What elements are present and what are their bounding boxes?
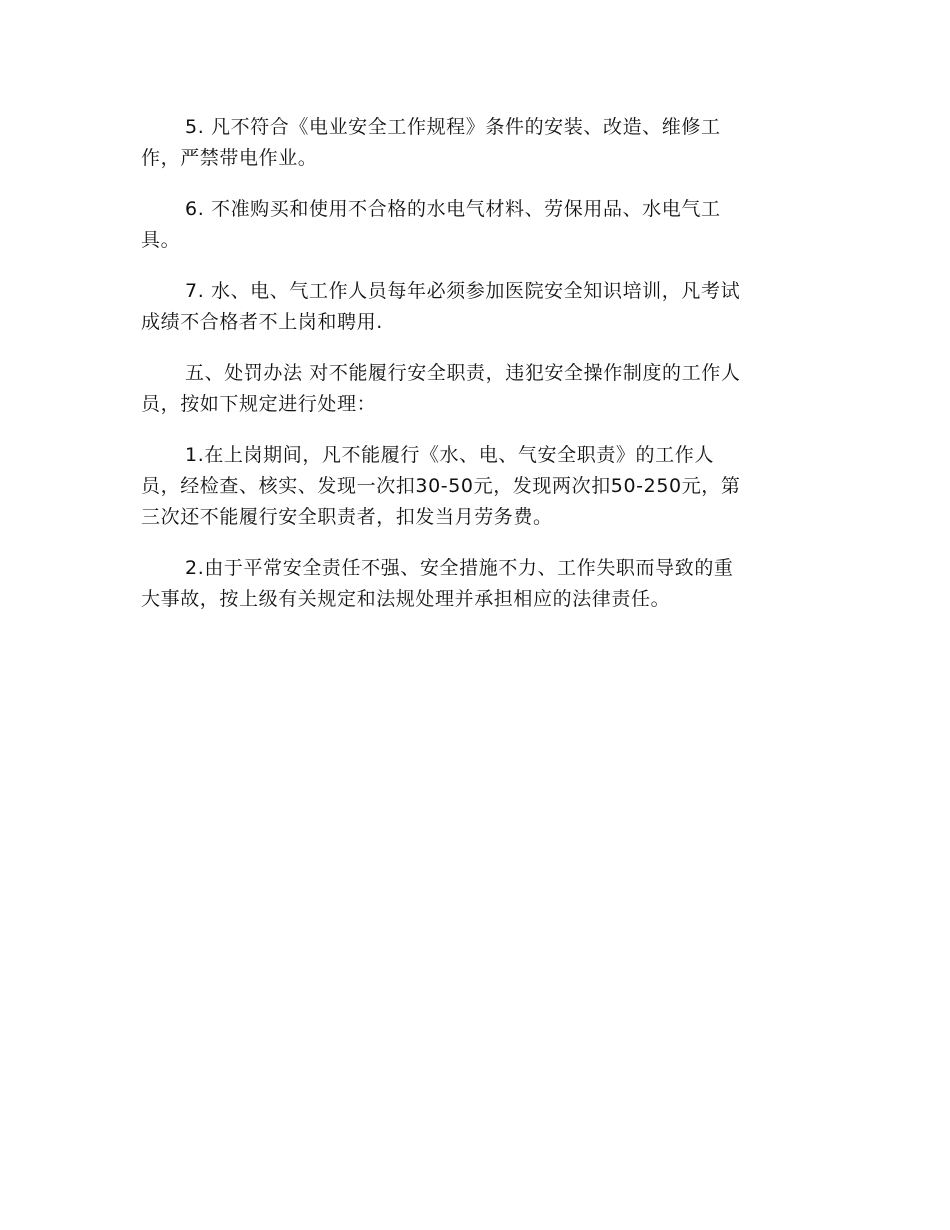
paragraph-line: 1.在上岗期间，凡不能履行《水、电、气安全职责》的工作人	[185, 444, 714, 466]
paragraph-item-7	[141, 276, 809, 338]
paragraph-item-6	[141, 194, 809, 256]
paragraph-line: 2.由于平常安全责任不强、安全措施不力、工作失职而导致的重	[185, 557, 734, 579]
paragraph-line: 具。	[141, 229, 181, 251]
penalty-item-2	[141, 553, 809, 615]
document-body	[141, 112, 809, 635]
paragraph-line: 5. 凡不符合《电业安全工作规程》条件的安装、改造、维修工	[185, 116, 721, 138]
paragraph-line: 6. 不准购买和使用不合格的水电气材料、劳保用品、水电气工	[185, 198, 721, 220]
section-penalty	[141, 358, 809, 420]
paragraph-line: 五、处罚办法 对不能履行安全职责，违犯安全操作制度的工作人	[185, 362, 741, 384]
paragraph-line: 员，经检查、核实、发现一次扣30-50元，发现两次扣50-250元，第	[141, 475, 741, 497]
paragraph-line: 大事故，按上级有关规定和法规处理并承担相应的法律责任。	[141, 588, 671, 610]
paragraph-line: 7. 水、电、气工作人员每年必须参加医院安全知识培训，凡考试	[185, 280, 741, 302]
paragraph-item-5	[141, 112, 809, 174]
paragraph-line: 作，严禁带电作业。	[141, 147, 318, 169]
paragraph-line: 三次还不能履行安全职责者，扣发当月劳务费。	[141, 506, 553, 528]
paragraph-line: 员，按如下规定进行处理：	[141, 393, 377, 415]
penalty-item-1	[141, 440, 809, 533]
paragraph-line: 成绩不合格者不上岗和聘用.	[141, 311, 383, 333]
